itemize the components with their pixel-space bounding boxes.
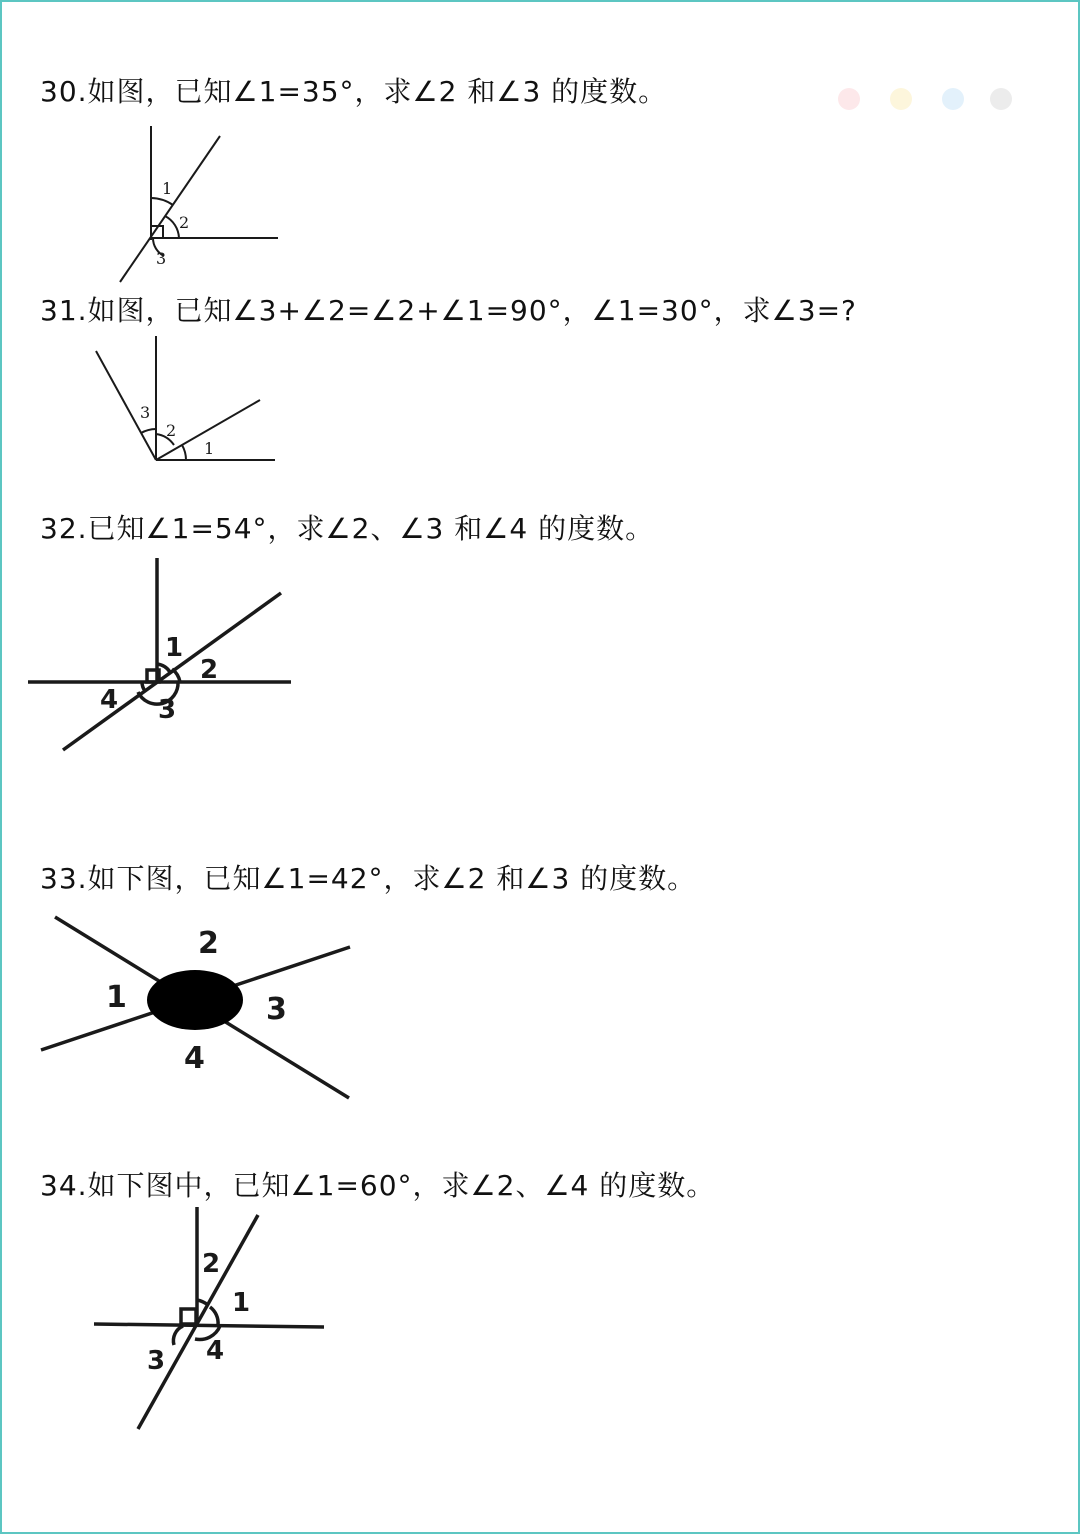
angle-label-4: 4 [206, 1336, 225, 1366]
angle-label-2: 2 [202, 1249, 221, 1279]
question-30-figure [100, 118, 300, 288]
decor-dot [942, 88, 964, 110]
angle-3-arc [141, 429, 156, 433]
question-33-figure [30, 905, 370, 1105]
angle-label-1: 1 [204, 439, 215, 458]
decor-dot [838, 88, 860, 110]
question-32-figure [20, 552, 300, 757]
angle-label-4: 4 [184, 1041, 205, 1076]
angle-label-3: 3 [266, 992, 287, 1027]
angle-label-4: 4 [100, 685, 119, 715]
angle-label-1: 1 [162, 179, 173, 198]
angle-label-2: 2 [166, 421, 177, 440]
angle-label-3: 3 [147, 1346, 166, 1376]
right-angle-mark [181, 1309, 196, 1324]
angle-label-2: 2 [198, 926, 219, 961]
question-31-figure [80, 330, 290, 475]
angle-label-3: 3 [156, 249, 167, 268]
angle-label-1: 1 [165, 633, 184, 663]
decor-dot [890, 88, 912, 110]
angle-label-1: 1 [106, 980, 127, 1015]
question-33-text: 33.如下图，已知∠1=42°，求∠2 和∠3 的度数。 [40, 862, 697, 895]
decor-dot [990, 88, 1012, 110]
angle-label-2: 2 [179, 213, 190, 232]
angle-3-arc [173, 1326, 183, 1345]
angle-label-3: 3 [158, 695, 177, 725]
question-34-text: 34.如下图中，已知∠1=60°，求∠2、∠4 的度数。 [40, 1169, 716, 1202]
angle-1-arc [182, 445, 186, 460]
slanted-line [63, 593, 281, 750]
angle-2-arc [165, 216, 179, 238]
horizontal-line [94, 1324, 324, 1327]
angle-label-2: 2 [200, 655, 219, 685]
slanted-line [120, 136, 220, 282]
angle-2-arc [172, 669, 180, 682]
angle-label-1: 1 [232, 1288, 251, 1318]
angle-arcs-circle [147, 970, 243, 1030]
question-31-text: 31.如图，已知∠3+∠2=∠2+∠1=90°，∠1=30°，求∠3=? [40, 294, 857, 327]
angle-1-arc [210, 1307, 218, 1325]
question-30-text: 30.如图，已知∠1=35°，求∠2 和∠3 的度数。 [40, 75, 668, 108]
question-32-text: 32.已知∠1=54°，求∠2、∠3 和∠4 的度数。 [40, 512, 655, 545]
angle-label-3: 3 [140, 403, 151, 422]
question-34-figure [90, 1205, 330, 1435]
angle-1-arc [151, 198, 173, 205]
